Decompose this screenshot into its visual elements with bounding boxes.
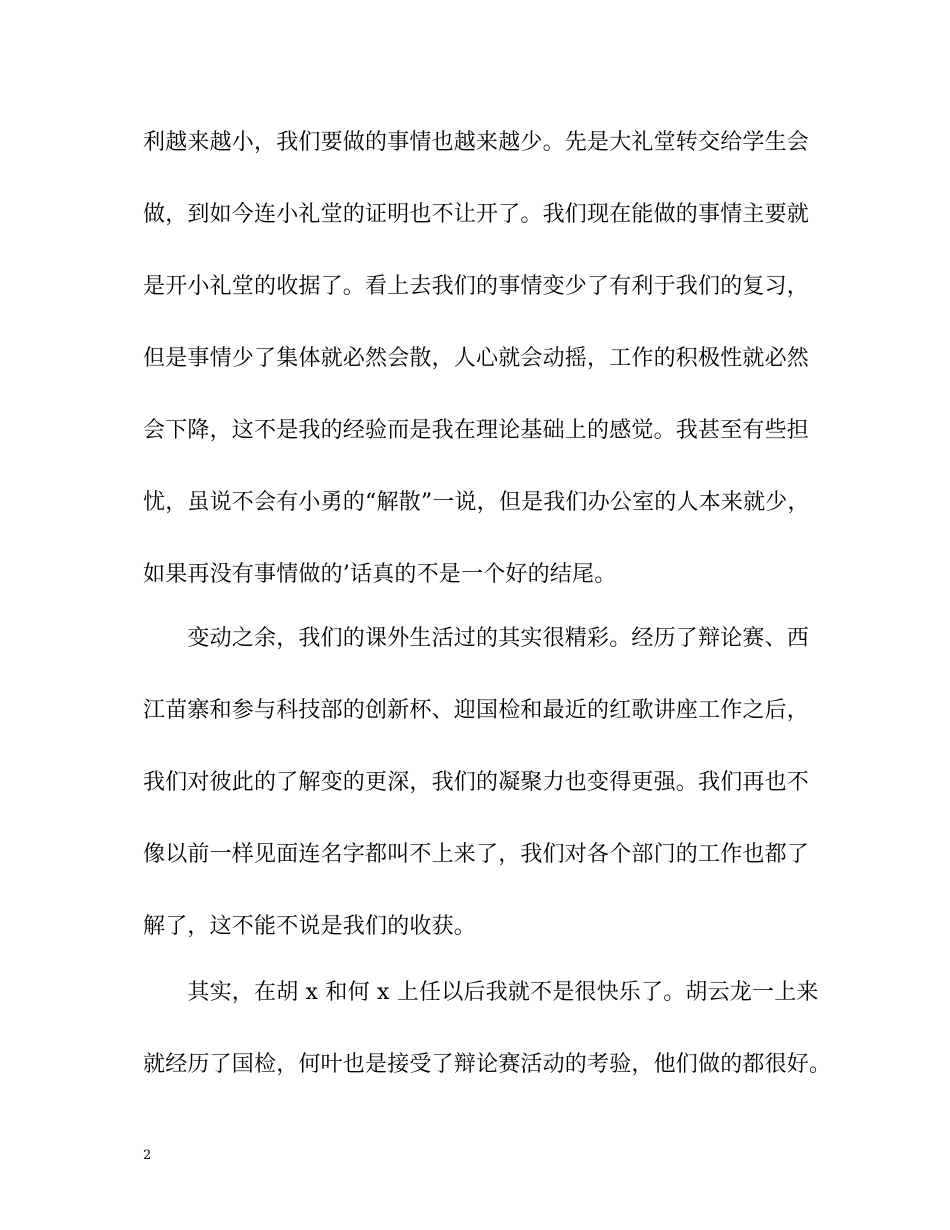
text-line-6: 忧，虽说不会有小勇的“解散”一说，但是我们办公室的人本来就少， <box>143 490 810 515</box>
text-line-7: 如果再没有事情做的’话真的不是一个好的结尾。 <box>143 562 617 587</box>
text-line-8: 变动之余，我们的课外生活过的其实很精彩。经历了辩论赛、西 <box>143 626 810 651</box>
text-line-10: 我们对彼此的了解变的更深，我们的凝聚力也变得更强。我们再也不 <box>143 770 810 795</box>
text-line-14: 就经历了国检，何叶也是接受了辩论赛活动的考验，他们做的都很好。 <box>143 1052 832 1077</box>
text-line-13: 其实，在胡 x 和何 x 上任以后我就不是很快乐了。胡云龙一上来 <box>143 980 819 1005</box>
page-number: 2 <box>143 1148 152 1163</box>
text-line-9: 江苗寨和参与科技部的创新杯、迎国检和最近的红歌讲座工作之后， <box>143 698 810 723</box>
text-line-3: 是开小礼堂的收据了。看上去我们的事情变少了有利于我们的复习， <box>143 274 810 299</box>
text-line-2: 做，到如今连小礼堂的证明也不让开了。我们现在能做的事情主要就 <box>143 202 810 227</box>
text-line-12: 解了，这不能不说是我们的收获。 <box>143 914 477 939</box>
text-line-11: 像以前一样见面连名字都叫不上来了，我们对各个部门的工作也都了 <box>143 842 810 867</box>
text-line-4: 但是事情少了集体就必然会散，人心就会动摇，工作的积极性就必然 <box>143 346 810 371</box>
text-line-5: 会下降，这不是我的经验而是我在理论基础上的感觉。我甚至有些担 <box>143 418 810 443</box>
text-line-1: 利越来越小，我们要做的事情也越来越少。先是大礼堂转交给学生会 <box>143 130 810 155</box>
